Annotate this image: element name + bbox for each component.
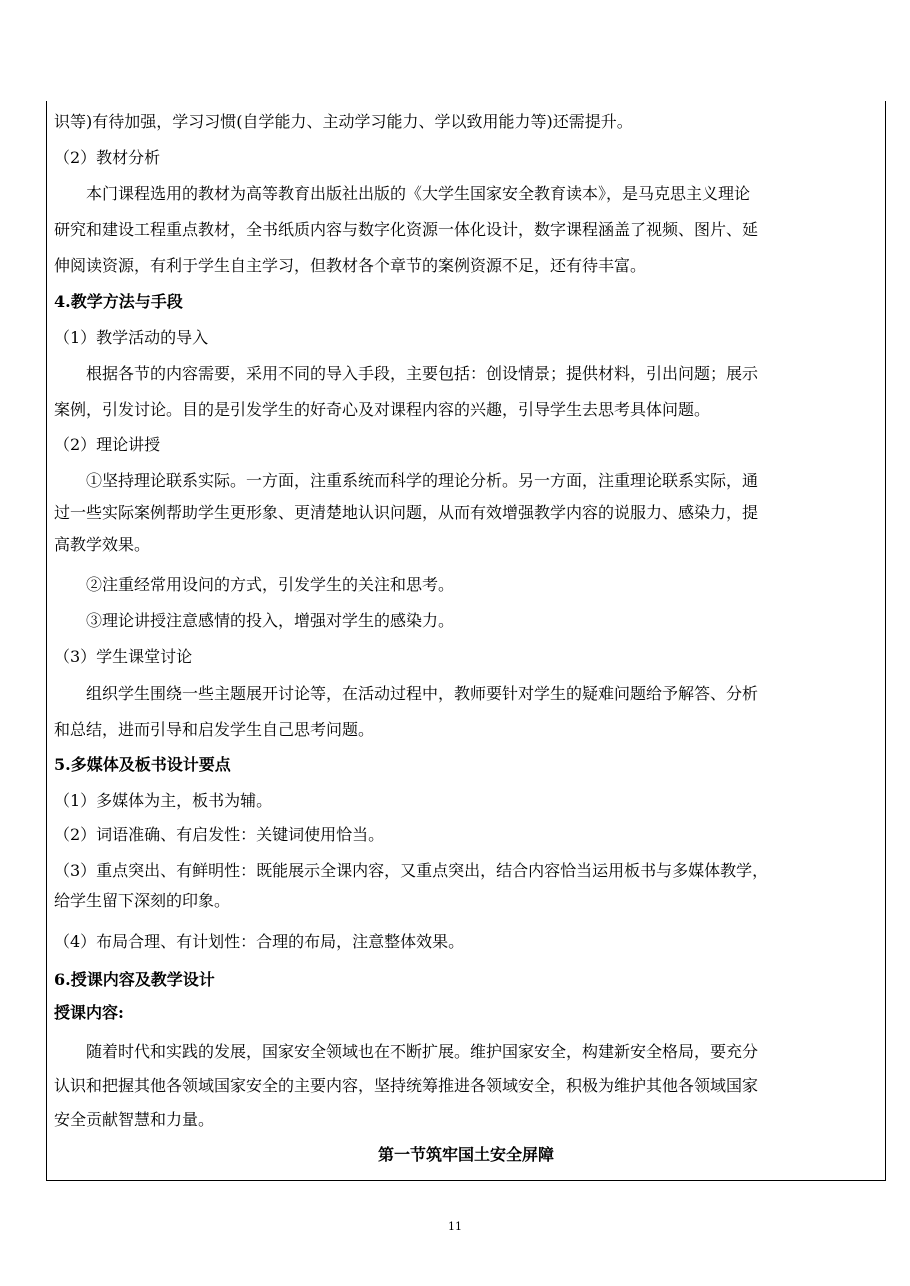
paragraph-line: 研究和建设工程重点教材，全书纸质内容与数字化资源一体化设计，数字课程涵盖了视频、图片、延 [54, 220, 759, 239]
subheading: （2）教材分析 [54, 148, 161, 167]
paragraph-line: 识等)有待加强，学习习惯(自学能力、主动学习能力、学以致用能力等)还需提升。 [54, 112, 633, 131]
paragraph-line: 高教学效果。 [54, 535, 151, 554]
list-item: （1）多媒体为主，板书为辅。 [54, 791, 273, 810]
content-label: 授课内容: [54, 1003, 124, 1022]
list-item: （4）布局合理、有计划性：合理的布局，注意整体效果。 [54, 932, 465, 951]
chapter-section-title: 第一节筑牢国土安全屏障 [377, 1145, 554, 1164]
subheading: （1）教学活动的导入 [54, 328, 209, 347]
paragraph-line: 和总结，进而引导和启发学生自己思考问题。 [54, 720, 375, 739]
paragraph-line: 随着时代和实践的发展，国家安全领域也在不断扩展。维护国家安全，构建新安全格局，要充分 [54, 1042, 759, 1061]
paragraph-line: ②注重经常用设问的方式，引发学生的关注和思考。 [54, 575, 455, 594]
paragraph-line: 组织学生围绕一些主题展开讨论等，在活动过程中，教师要针对学生的疑难问题给予解答、分析 [54, 684, 759, 703]
paragraph-line: 案例，引发讨论。目的是引发学生的好奇心及对课程内容的兴趣，引导学生去思考具体问题。 [54, 400, 711, 419]
section-heading: 4.教学方法与手段 [54, 292, 183, 311]
subheading: （2）理论讲授 [54, 435, 161, 454]
paragraph-line: 安全贡献智慧和力量。 [54, 1110, 215, 1129]
paragraph-line: ③理论讲授注意感情的投入，增强对学生的感染力。 [54, 611, 455, 630]
section-heading: 6.授课内容及教学设计 [54, 970, 215, 989]
page-number: 11 [448, 1220, 462, 1233]
paragraph-line: ①坚持理论联系实际。一方面，注重系统而科学的理论分析。另一方面，注重理论联系实际，通 [54, 471, 759, 490]
list-item-continuation: 给学生留下深刻的印象。 [54, 891, 231, 910]
section-heading: 5.多媒体及板书设计要点 [54, 755, 231, 774]
paragraph-line: 本门课程选用的教材为高等教育出版社出版的《大学生国家安全教育读本》，是马克思主义理论 [54, 184, 751, 203]
list-item: （3）重点突出、有鲜明性：既能展示全课内容，又重点突出，结合内容恰当运用板书与多媒体教学， [54, 861, 769, 880]
list-item: （2）词语准确、有启发性：关键词使用恰当。 [54, 825, 385, 844]
paragraph-line: 伸阅读资源，有利于学生自主学习，但教材各个章节的案例资源不足，还有待丰富。 [54, 256, 647, 275]
paragraph-line: 认识和把握其他各领域国家安全的主要内容，坚持统筹推进各领域安全，积极为维护其他各领域国家 [54, 1076, 759, 1095]
paragraph-line: 根据各节的内容需要，采用不同的导入手段，主要包括：创设情景；提供材料，引出问题；展示 [54, 364, 759, 383]
subheading: （3）学生课堂讨论 [54, 647, 193, 666]
paragraph-line: 过一些实际案例帮助学生更形象、更清楚地认识问题，从而有效增强教学内容的说服力、感染力，提 [54, 503, 759, 522]
